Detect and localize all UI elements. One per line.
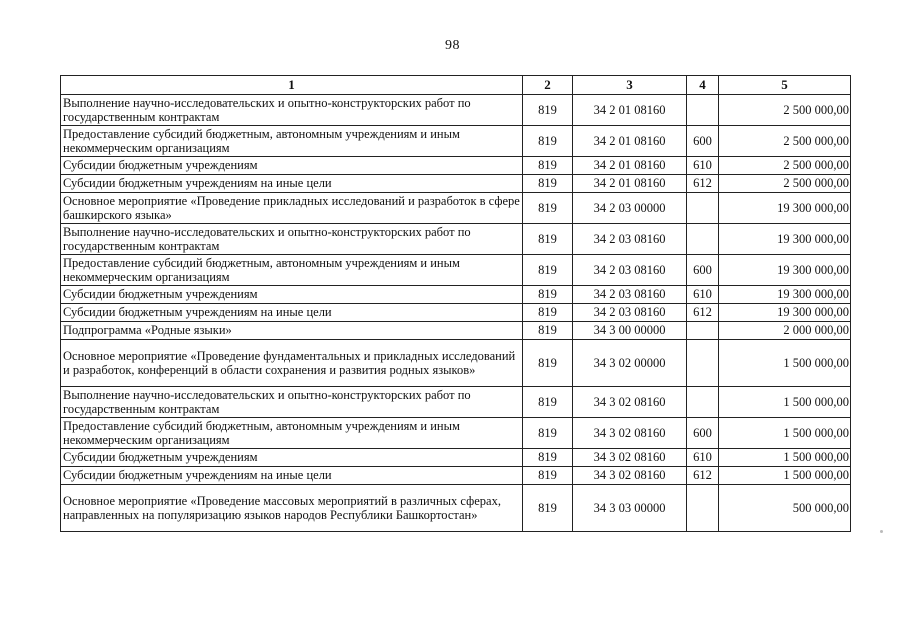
cell-code: 34 3 02 08160 <box>573 449 687 467</box>
table-header <box>61 76 851 95</box>
cell-dept: 819 <box>523 322 573 340</box>
table-row <box>61 157 851 175</box>
cell-dept: 819 <box>523 255 573 286</box>
cell-sum: 2 000 000,00 <box>719 322 851 340</box>
cell-type: 600 <box>687 418 719 449</box>
cell-code: 34 3 00 00000 <box>573 322 687 340</box>
cell-type: 610 <box>687 449 719 467</box>
cell-sum: 1 500 000,00 <box>719 467 851 485</box>
cell-dept: 819 <box>523 224 573 255</box>
cell-dept: 819 <box>523 175 573 193</box>
cell-code: 34 2 03 08160 <box>573 286 687 304</box>
cell-dept: 819 <box>523 286 573 304</box>
cell-name: Субсидии бюджетным учреждениям <box>61 157 523 175</box>
cell-code: 34 2 01 08160 <box>573 126 687 157</box>
cell-code: 34 3 03 00000 <box>573 485 687 532</box>
cell-sum: 2 500 000,00 <box>719 126 851 157</box>
table-row <box>61 485 851 532</box>
table-row <box>61 126 851 157</box>
cell-name: Субсидии бюджетным учреждениям <box>61 449 523 467</box>
table-row <box>61 255 851 286</box>
cell-sum: 1 500 000,00 <box>719 449 851 467</box>
table-row <box>61 286 851 304</box>
cell-type: 610 <box>687 286 719 304</box>
cell-code: 34 3 02 08160 <box>573 418 687 449</box>
table-row <box>61 387 851 418</box>
cell-code: 34 2 03 00000 <box>573 193 687 224</box>
cell-dept: 819 <box>523 193 573 224</box>
cell-sum: 2 500 000,00 <box>719 157 851 175</box>
table-row <box>61 340 851 387</box>
cell-code: 34 2 03 08160 <box>573 255 687 286</box>
cell-sum: 19 300 000,00 <box>719 286 851 304</box>
header-col-name: 1 <box>61 76 523 95</box>
cell-dept: 819 <box>523 418 573 449</box>
cell-type <box>687 485 719 532</box>
cell-name: Основное мероприятие «Проведение фундаментальных и прикладных исследований и разработок, конференций в области сохранения и развития родных языков» <box>61 340 523 387</box>
cell-dept: 819 <box>523 449 573 467</box>
cell-sum: 1 500 000,00 <box>719 387 851 418</box>
table-row <box>61 224 851 255</box>
cell-sum: 19 300 000,00 <box>719 255 851 286</box>
cell-type <box>687 95 719 126</box>
cell-dept: 819 <box>523 304 573 322</box>
cell-code: 34 3 02 08160 <box>573 467 687 485</box>
cell-code: 34 2 01 08160 <box>573 95 687 126</box>
cell-dept: 819 <box>523 467 573 485</box>
cell-sum: 19 300 000,00 <box>719 193 851 224</box>
cell-name: Субсидии бюджетным учреждениям на иные цели <box>61 304 523 322</box>
cell-type <box>687 340 719 387</box>
header-col-code: 3 <box>573 76 687 95</box>
cell-sum: 2 500 000,00 <box>719 175 851 193</box>
page-number: 98 <box>445 38 460 53</box>
table-row <box>61 304 851 322</box>
cell-sum: 1 500 000,00 <box>719 340 851 387</box>
cell-dept: 819 <box>523 95 573 126</box>
cell-code: 34 3 02 00000 <box>573 340 687 387</box>
cell-name: Основное мероприятие «Проведение массовых мероприятий в различных сферах, направленных на популяризацию языков народов Республики Башкортостан» <box>61 485 523 532</box>
cell-type: 612 <box>687 304 719 322</box>
table-row <box>61 175 851 193</box>
table-row <box>61 322 851 340</box>
budget-table <box>60 75 851 532</box>
cell-name: Выполнение научно-исследовательских и опытно-конструкторских работ по государственным контрактам <box>61 387 523 418</box>
cell-sum: 19 300 000,00 <box>719 304 851 322</box>
cell-dept: 819 <box>523 126 573 157</box>
cell-type <box>687 322 719 340</box>
cell-dept: 819 <box>523 157 573 175</box>
cell-name: Выполнение научно-исследовательских и опытно-конструкторских работ по государственным контрактам <box>61 224 523 255</box>
header-col-sum: 5 <box>719 76 851 95</box>
cell-type: 612 <box>687 467 719 485</box>
table-row <box>61 95 851 126</box>
cell-type <box>687 387 719 418</box>
cell-code: 34 3 02 08160 <box>573 387 687 418</box>
cell-sum: 2 500 000,00 <box>719 95 851 126</box>
cell-sum: 1 500 000,00 <box>719 418 851 449</box>
cell-type: 610 <box>687 157 719 175</box>
cell-name: Подпрограмма «Родные языки» <box>61 322 523 340</box>
table-row <box>61 467 851 485</box>
cell-sum: 500 000,00 <box>719 485 851 532</box>
cell-type <box>687 193 719 224</box>
cell-dept: 819 <box>523 387 573 418</box>
cell-type: 600 <box>687 126 719 157</box>
cell-name: Предоставление субсидий бюджетным, автономным учреждениям и иным некоммерческим организациям <box>61 418 523 449</box>
table-row <box>61 449 851 467</box>
cell-code: 34 2 03 08160 <box>573 304 687 322</box>
cell-name: Основное мероприятие «Проведение прикладных исследований и разработок в сфере башкирского языка» <box>61 193 523 224</box>
cell-code: 34 2 03 08160 <box>573 224 687 255</box>
cell-code: 34 2 01 08160 <box>573 157 687 175</box>
cell-name: Субсидии бюджетным учреждениям на иные цели <box>61 175 523 193</box>
cell-code: 34 2 01 08160 <box>573 175 687 193</box>
header-col-dept: 2 <box>523 76 573 95</box>
cell-type: 612 <box>687 175 719 193</box>
cell-dept: 819 <box>523 485 573 532</box>
cell-type <box>687 224 719 255</box>
header-col-type: 4 <box>687 76 719 95</box>
cell-sum: 19 300 000,00 <box>719 224 851 255</box>
cell-name: Субсидии бюджетным учреждениям <box>61 286 523 304</box>
cell-dept: 819 <box>523 340 573 387</box>
table-row <box>61 193 851 224</box>
cell-name: Выполнение научно-исследовательских и опытно-конструкторских работ по государственным контрактам <box>61 95 523 126</box>
cell-name: Предоставление субсидий бюджетным, автономным учреждениям и иным некоммерческим организациям <box>61 255 523 286</box>
scan-speck <box>880 530 883 533</box>
table-row <box>61 418 851 449</box>
cell-name: Субсидии бюджетным учреждениям на иные цели <box>61 467 523 485</box>
cell-name: Предоставление субсидий бюджетным, автономным учреждениям и иным некоммерческим организациям <box>61 126 523 157</box>
cell-type: 600 <box>687 255 719 286</box>
table-body <box>61 95 851 532</box>
